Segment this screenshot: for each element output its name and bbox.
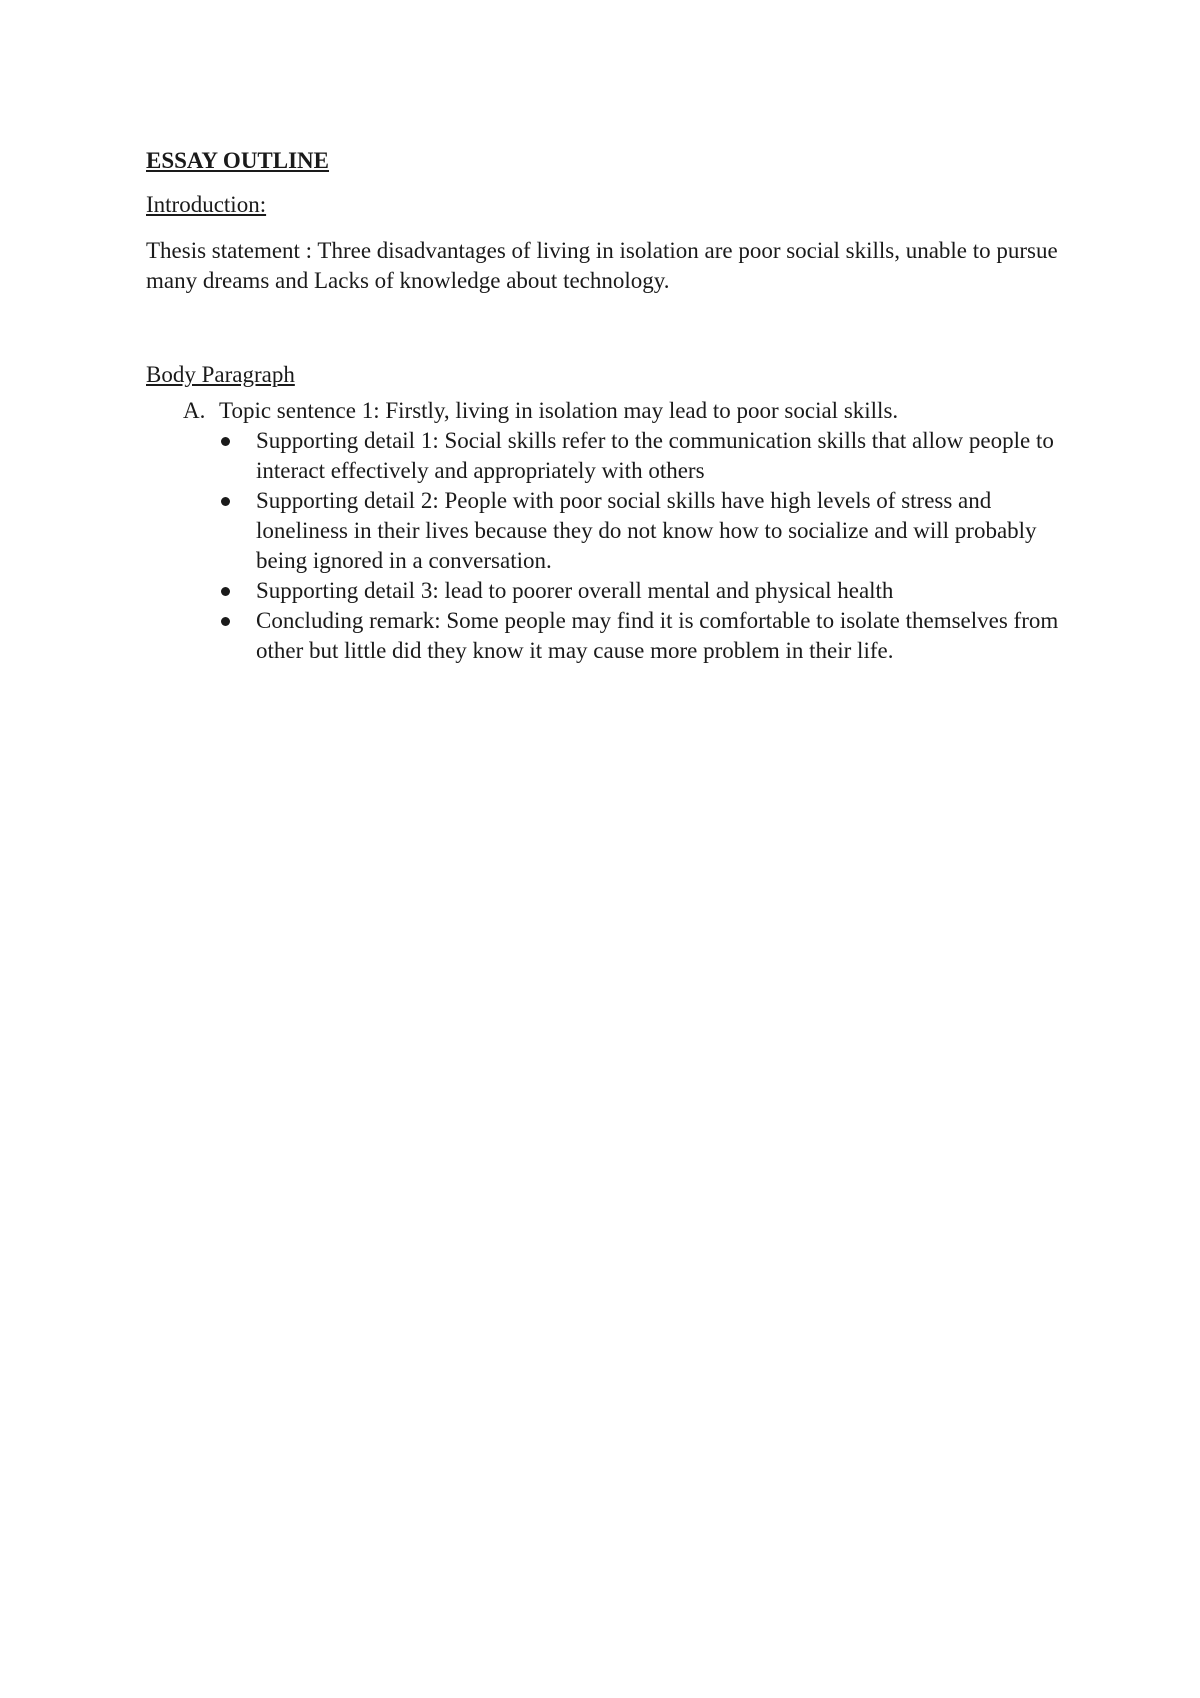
topic-sentence-text: Topic sentence 1: Firstly, living in isolation may lead to poor social skills. <box>219 398 899 423</box>
supporting-detail-3: Supporting detail 3: lead to poorer overall mental and physical health <box>256 578 894 603</box>
list-marker: A. <box>183 398 206 423</box>
body-paragraph-label: Body Paragraph <box>146 362 295 387</box>
list-item <box>146 486 1076 576</box>
supporting-detail-1: Supporting detail 1: Social skills refer to the communication skills that allow people to interact effectively and appropriately with others <box>256 428 1054 483</box>
supporting-detail-2: Supporting detail 2: People with poor social skills have high levels of stress and loneliness in their lives because they do not know how to socialize and will probably being ignored in a conversation. <box>256 488 1037 573</box>
bullet-icon <box>221 437 230 446</box>
bullet-icon <box>221 587 230 596</box>
introduction-label: Introduction: <box>146 192 267 217</box>
thesis-statement: Thesis statement : Three disadvantages of living in isolation are poor social skills, unable to pursue many dreams and Lacks of knowledge about technology. <box>146 238 1058 293</box>
concluding-remark: Concluding remark: Some people may find it is comfortable to isolate themselves from other but little did they know it may cause more problem in their life. <box>256 608 1059 663</box>
list-item <box>146 576 1076 606</box>
document-content <box>146 146 1076 666</box>
topic-sentence-item <box>146 396 1076 426</box>
list-item <box>146 606 1076 666</box>
supporting-details-list <box>146 426 1076 666</box>
bullet-icon <box>221 617 230 626</box>
document-title: ESSAY OUTLINE <box>146 148 330 173</box>
list-item <box>146 426 1076 486</box>
bullet-icon <box>221 497 230 506</box>
